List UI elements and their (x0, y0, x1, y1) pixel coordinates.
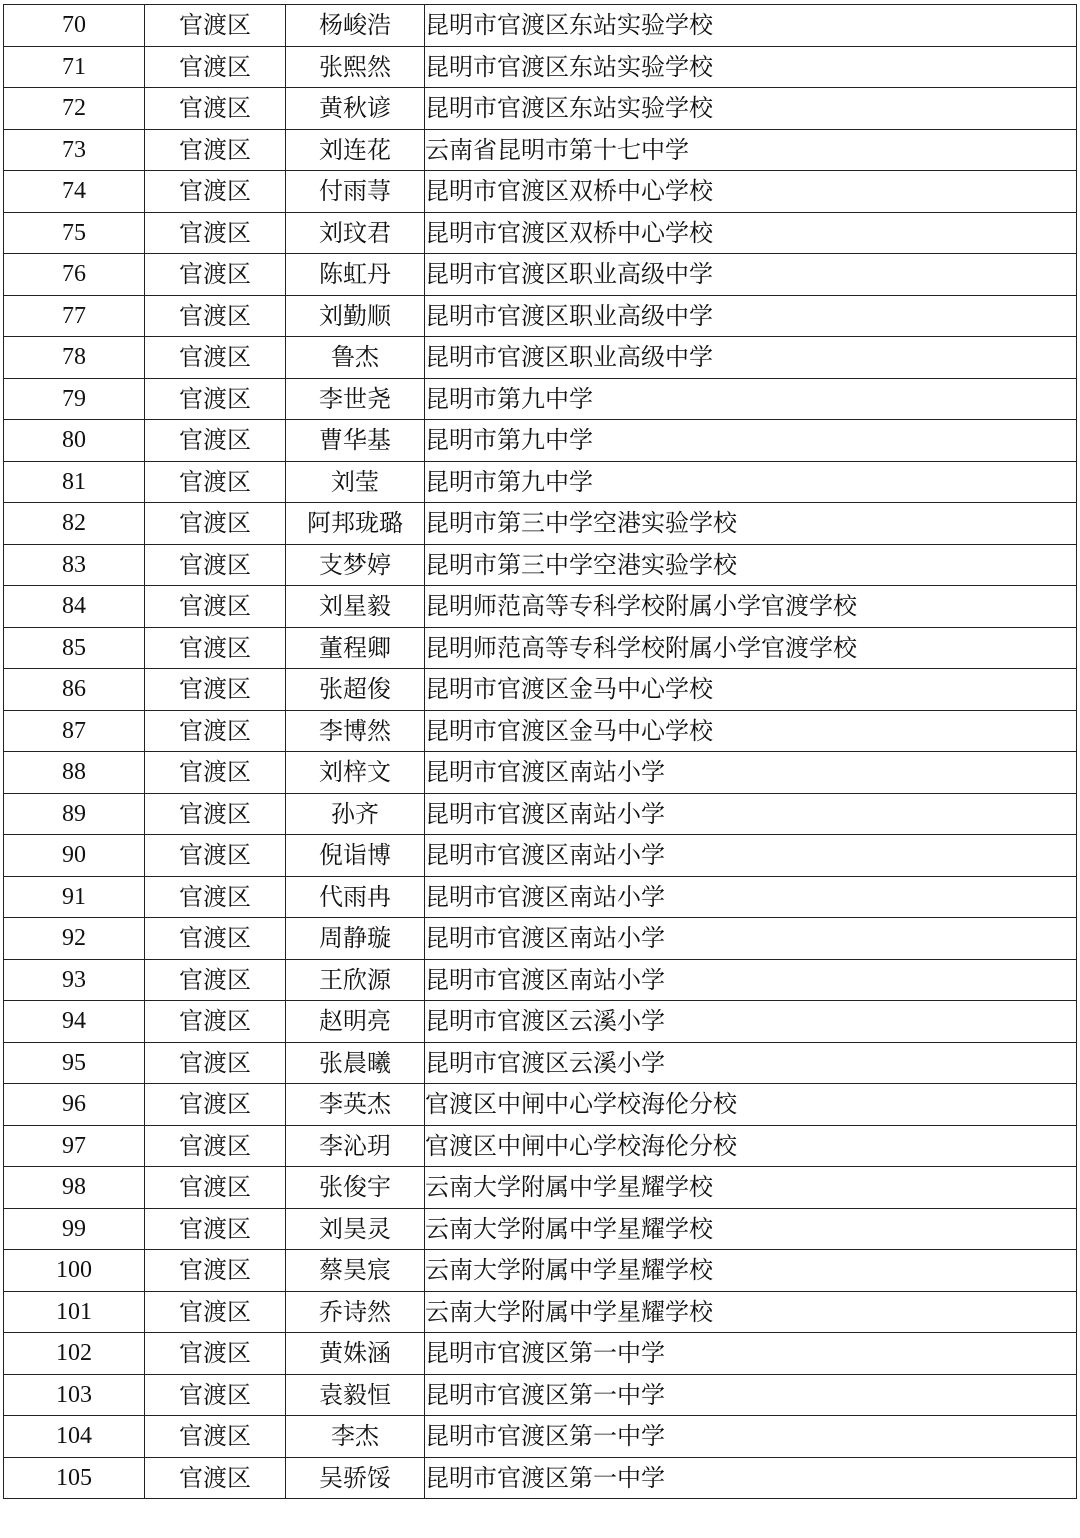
row-school: 昆明市官渡区东站实验学校 (425, 5, 1077, 47)
table-row (4, 627, 1077, 669)
row-name: 付雨荨 (286, 171, 425, 213)
table-row (4, 959, 1077, 1001)
row-district: 官渡区 (145, 420, 286, 462)
row-number: 84 (4, 586, 145, 628)
row-district: 官渡区 (145, 1374, 286, 1416)
table-row (4, 171, 1077, 213)
row-name: 孙齐 (286, 793, 425, 835)
row-school: 云南大学附属中学星耀学校 (425, 1167, 1077, 1209)
row-number: 90 (4, 835, 145, 877)
row-name: 陈虹丹 (286, 254, 425, 296)
row-number: 88 (4, 752, 145, 794)
table-row (4, 1125, 1077, 1167)
row-school: 昆明市官渡区东站实验学校 (425, 46, 1077, 88)
row-name: 刘星毅 (286, 586, 425, 628)
row-district: 官渡区 (145, 1001, 286, 1043)
table-row (4, 876, 1077, 918)
row-name: 赵明亮 (286, 1001, 425, 1043)
row-name: 刘玟君 (286, 212, 425, 254)
row-school: 昆明市第九中学 (425, 461, 1077, 503)
row-number: 81 (4, 461, 145, 503)
table-row (4, 378, 1077, 420)
row-school: 昆明市官渡区职业高级中学 (425, 295, 1077, 337)
row-school: 云南大学附属中学星耀学校 (425, 1291, 1077, 1333)
row-school: 昆明市官渡区云溪小学 (425, 1001, 1077, 1043)
roster-table (3, 4, 1077, 1499)
row-school: 昆明市官渡区南站小学 (425, 752, 1077, 794)
table-row (4, 212, 1077, 254)
table-row (4, 337, 1077, 379)
row-name: 周静璇 (286, 918, 425, 960)
table-row (4, 5, 1077, 47)
row-number: 105 (4, 1457, 145, 1499)
row-district: 官渡区 (145, 1416, 286, 1458)
row-school: 昆明市官渡区南站小学 (425, 793, 1077, 835)
row-district: 官渡区 (145, 337, 286, 379)
row-number: 98 (4, 1167, 145, 1209)
row-school: 昆明市官渡区第一中学 (425, 1457, 1077, 1499)
row-school: 昆明市官渡区职业高级中学 (425, 254, 1077, 296)
row-district: 官渡区 (145, 212, 286, 254)
table-row (4, 1416, 1077, 1458)
row-name: 杨峻浩 (286, 5, 425, 47)
row-name: 张超俊 (286, 669, 425, 711)
table-row (4, 1457, 1077, 1499)
table-row (4, 1250, 1077, 1292)
row-name: 李英杰 (286, 1084, 425, 1126)
table-row (4, 1167, 1077, 1209)
row-name: 刘勤顺 (286, 295, 425, 337)
table-row (4, 752, 1077, 794)
row-school: 昆明市第九中学 (425, 420, 1077, 462)
row-district: 官渡区 (145, 88, 286, 130)
row-district: 官渡区 (145, 627, 286, 669)
row-name: 黄秋谚 (286, 88, 425, 130)
row-district: 官渡区 (145, 1084, 286, 1126)
row-district: 官渡区 (145, 544, 286, 586)
row-number: 95 (4, 1042, 145, 1084)
row-school: 昆明市官渡区南站小学 (425, 959, 1077, 1001)
row-number: 85 (4, 627, 145, 669)
row-number: 74 (4, 171, 145, 213)
row-district: 官渡区 (145, 1208, 286, 1250)
row-school: 昆明市第三中学空港实验学校 (425, 503, 1077, 545)
row-name: 刘莹 (286, 461, 425, 503)
row-name: 李世尧 (286, 378, 425, 420)
row-school: 昆明市官渡区第一中学 (425, 1374, 1077, 1416)
row-district: 官渡区 (145, 793, 286, 835)
row-number: 80 (4, 420, 145, 462)
row-number: 101 (4, 1291, 145, 1333)
row-number: 96 (4, 1084, 145, 1126)
table-row (4, 835, 1077, 877)
row-name: 乔诗然 (286, 1291, 425, 1333)
row-number: 71 (4, 46, 145, 88)
row-name: 张晨曦 (286, 1042, 425, 1084)
row-school: 昆明市第九中学 (425, 378, 1077, 420)
table-row (4, 586, 1077, 628)
row-district: 官渡区 (145, 752, 286, 794)
row-name: 刘连花 (286, 129, 425, 171)
row-district: 官渡区 (145, 1125, 286, 1167)
row-name: 李博然 (286, 710, 425, 752)
row-school: 昆明市官渡区东站实验学校 (425, 88, 1077, 130)
table-row (4, 46, 1077, 88)
row-number: 87 (4, 710, 145, 752)
row-number: 102 (4, 1333, 145, 1375)
table-row (4, 129, 1077, 171)
row-district: 官渡区 (145, 1042, 286, 1084)
row-number: 89 (4, 793, 145, 835)
roster-body (4, 5, 1077, 1499)
row-district: 官渡区 (145, 876, 286, 918)
table-row (4, 1208, 1077, 1250)
row-school: 昆明市官渡区金马中心学校 (425, 669, 1077, 711)
table-row (4, 669, 1077, 711)
row-number: 83 (4, 544, 145, 586)
row-district: 官渡区 (145, 461, 286, 503)
table-row (4, 1084, 1077, 1126)
row-school: 昆明市官渡区第一中学 (425, 1333, 1077, 1375)
row-district: 官渡区 (145, 378, 286, 420)
row-number: 97 (4, 1125, 145, 1167)
table-row (4, 1333, 1077, 1375)
row-name: 代雨冉 (286, 876, 425, 918)
table-row (4, 1042, 1077, 1084)
table-row (4, 793, 1077, 835)
row-school: 昆明市官渡区南站小学 (425, 918, 1077, 960)
row-district: 官渡区 (145, 710, 286, 752)
row-number: 93 (4, 959, 145, 1001)
row-district: 官渡区 (145, 918, 286, 960)
row-school: 昆明师范高等专科学校附属小学官渡学校 (425, 627, 1077, 669)
row-district: 官渡区 (145, 5, 286, 47)
row-school: 昆明市官渡区云溪小学 (425, 1042, 1077, 1084)
row-district: 官渡区 (145, 1250, 286, 1292)
row-school: 昆明市官渡区南站小学 (425, 835, 1077, 877)
row-name: 倪诣博 (286, 835, 425, 877)
row-school: 昆明市官渡区职业高级中学 (425, 337, 1077, 379)
row-district: 官渡区 (145, 503, 286, 545)
row-number: 78 (4, 337, 145, 379)
row-number: 92 (4, 918, 145, 960)
row-number: 103 (4, 1374, 145, 1416)
row-school: 云南大学附属中学星耀学校 (425, 1208, 1077, 1250)
row-district: 官渡区 (145, 1457, 286, 1499)
row-name: 鲁杰 (286, 337, 425, 379)
row-name: 刘梓文 (286, 752, 425, 794)
row-number: 99 (4, 1208, 145, 1250)
row-name: 李杰 (286, 1416, 425, 1458)
row-school: 昆明市官渡区第一中学 (425, 1416, 1077, 1458)
row-name: 蔡昊宸 (286, 1250, 425, 1292)
row-name: 吴骄馁 (286, 1457, 425, 1499)
table-row (4, 420, 1077, 462)
table-row (4, 1374, 1077, 1416)
table-row (4, 88, 1077, 130)
row-district: 官渡区 (145, 959, 286, 1001)
row-name: 王欣源 (286, 959, 425, 1001)
row-district: 官渡区 (145, 129, 286, 171)
row-district: 官渡区 (145, 254, 286, 296)
row-district: 官渡区 (145, 669, 286, 711)
row-district: 官渡区 (145, 1167, 286, 1209)
row-school: 云南省昆明市第十七中学 (425, 129, 1077, 171)
row-name: 董程卿 (286, 627, 425, 669)
row-name: 刘昊灵 (286, 1208, 425, 1250)
table-row (4, 254, 1077, 296)
row-name: 李沁玥 (286, 1125, 425, 1167)
row-number: 75 (4, 212, 145, 254)
row-school: 昆明市官渡区金马中心学校 (425, 710, 1077, 752)
row-district: 官渡区 (145, 1291, 286, 1333)
row-school: 昆明市第三中学空港实验学校 (425, 544, 1077, 586)
row-school: 昆明市官渡区双桥中心学校 (425, 212, 1077, 254)
row-school: 昆明市官渡区南站小学 (425, 876, 1077, 918)
table-row (4, 503, 1077, 545)
table-row (4, 1291, 1077, 1333)
row-name: 支梦婷 (286, 544, 425, 586)
row-school: 官渡区中闸中心学校海伦分校 (425, 1084, 1077, 1126)
row-name: 黄姝涵 (286, 1333, 425, 1375)
row-district: 官渡区 (145, 171, 286, 213)
row-school: 官渡区中闸中心学校海伦分校 (425, 1125, 1077, 1167)
row-number: 79 (4, 378, 145, 420)
row-district: 官渡区 (145, 46, 286, 88)
table-row (4, 1001, 1077, 1043)
row-district: 官渡区 (145, 295, 286, 337)
table-row (4, 461, 1077, 503)
row-name: 张熙然 (286, 46, 425, 88)
row-number: 104 (4, 1416, 145, 1458)
row-number: 73 (4, 129, 145, 171)
row-school: 昆明师范高等专科学校附属小学官渡学校 (425, 586, 1077, 628)
row-number: 72 (4, 88, 145, 130)
table-row (4, 295, 1077, 337)
row-name: 曹华基 (286, 420, 425, 462)
row-number: 91 (4, 876, 145, 918)
row-number: 94 (4, 1001, 145, 1043)
row-number: 100 (4, 1250, 145, 1292)
table-row (4, 918, 1077, 960)
row-name: 阿邦珑璐 (286, 503, 425, 545)
row-school: 昆明市官渡区双桥中心学校 (425, 171, 1077, 213)
row-number: 77 (4, 295, 145, 337)
row-district: 官渡区 (145, 1333, 286, 1375)
row-school: 云南大学附属中学星耀学校 (425, 1250, 1077, 1292)
row-district: 官渡区 (145, 586, 286, 628)
row-number: 70 (4, 5, 145, 47)
table-row (4, 710, 1077, 752)
row-name: 张俊宇 (286, 1167, 425, 1209)
row-number: 76 (4, 254, 145, 296)
row-district: 官渡区 (145, 835, 286, 877)
row-number: 86 (4, 669, 145, 711)
table-row (4, 544, 1077, 586)
row-number: 82 (4, 503, 145, 545)
row-name: 袁毅恒 (286, 1374, 425, 1416)
